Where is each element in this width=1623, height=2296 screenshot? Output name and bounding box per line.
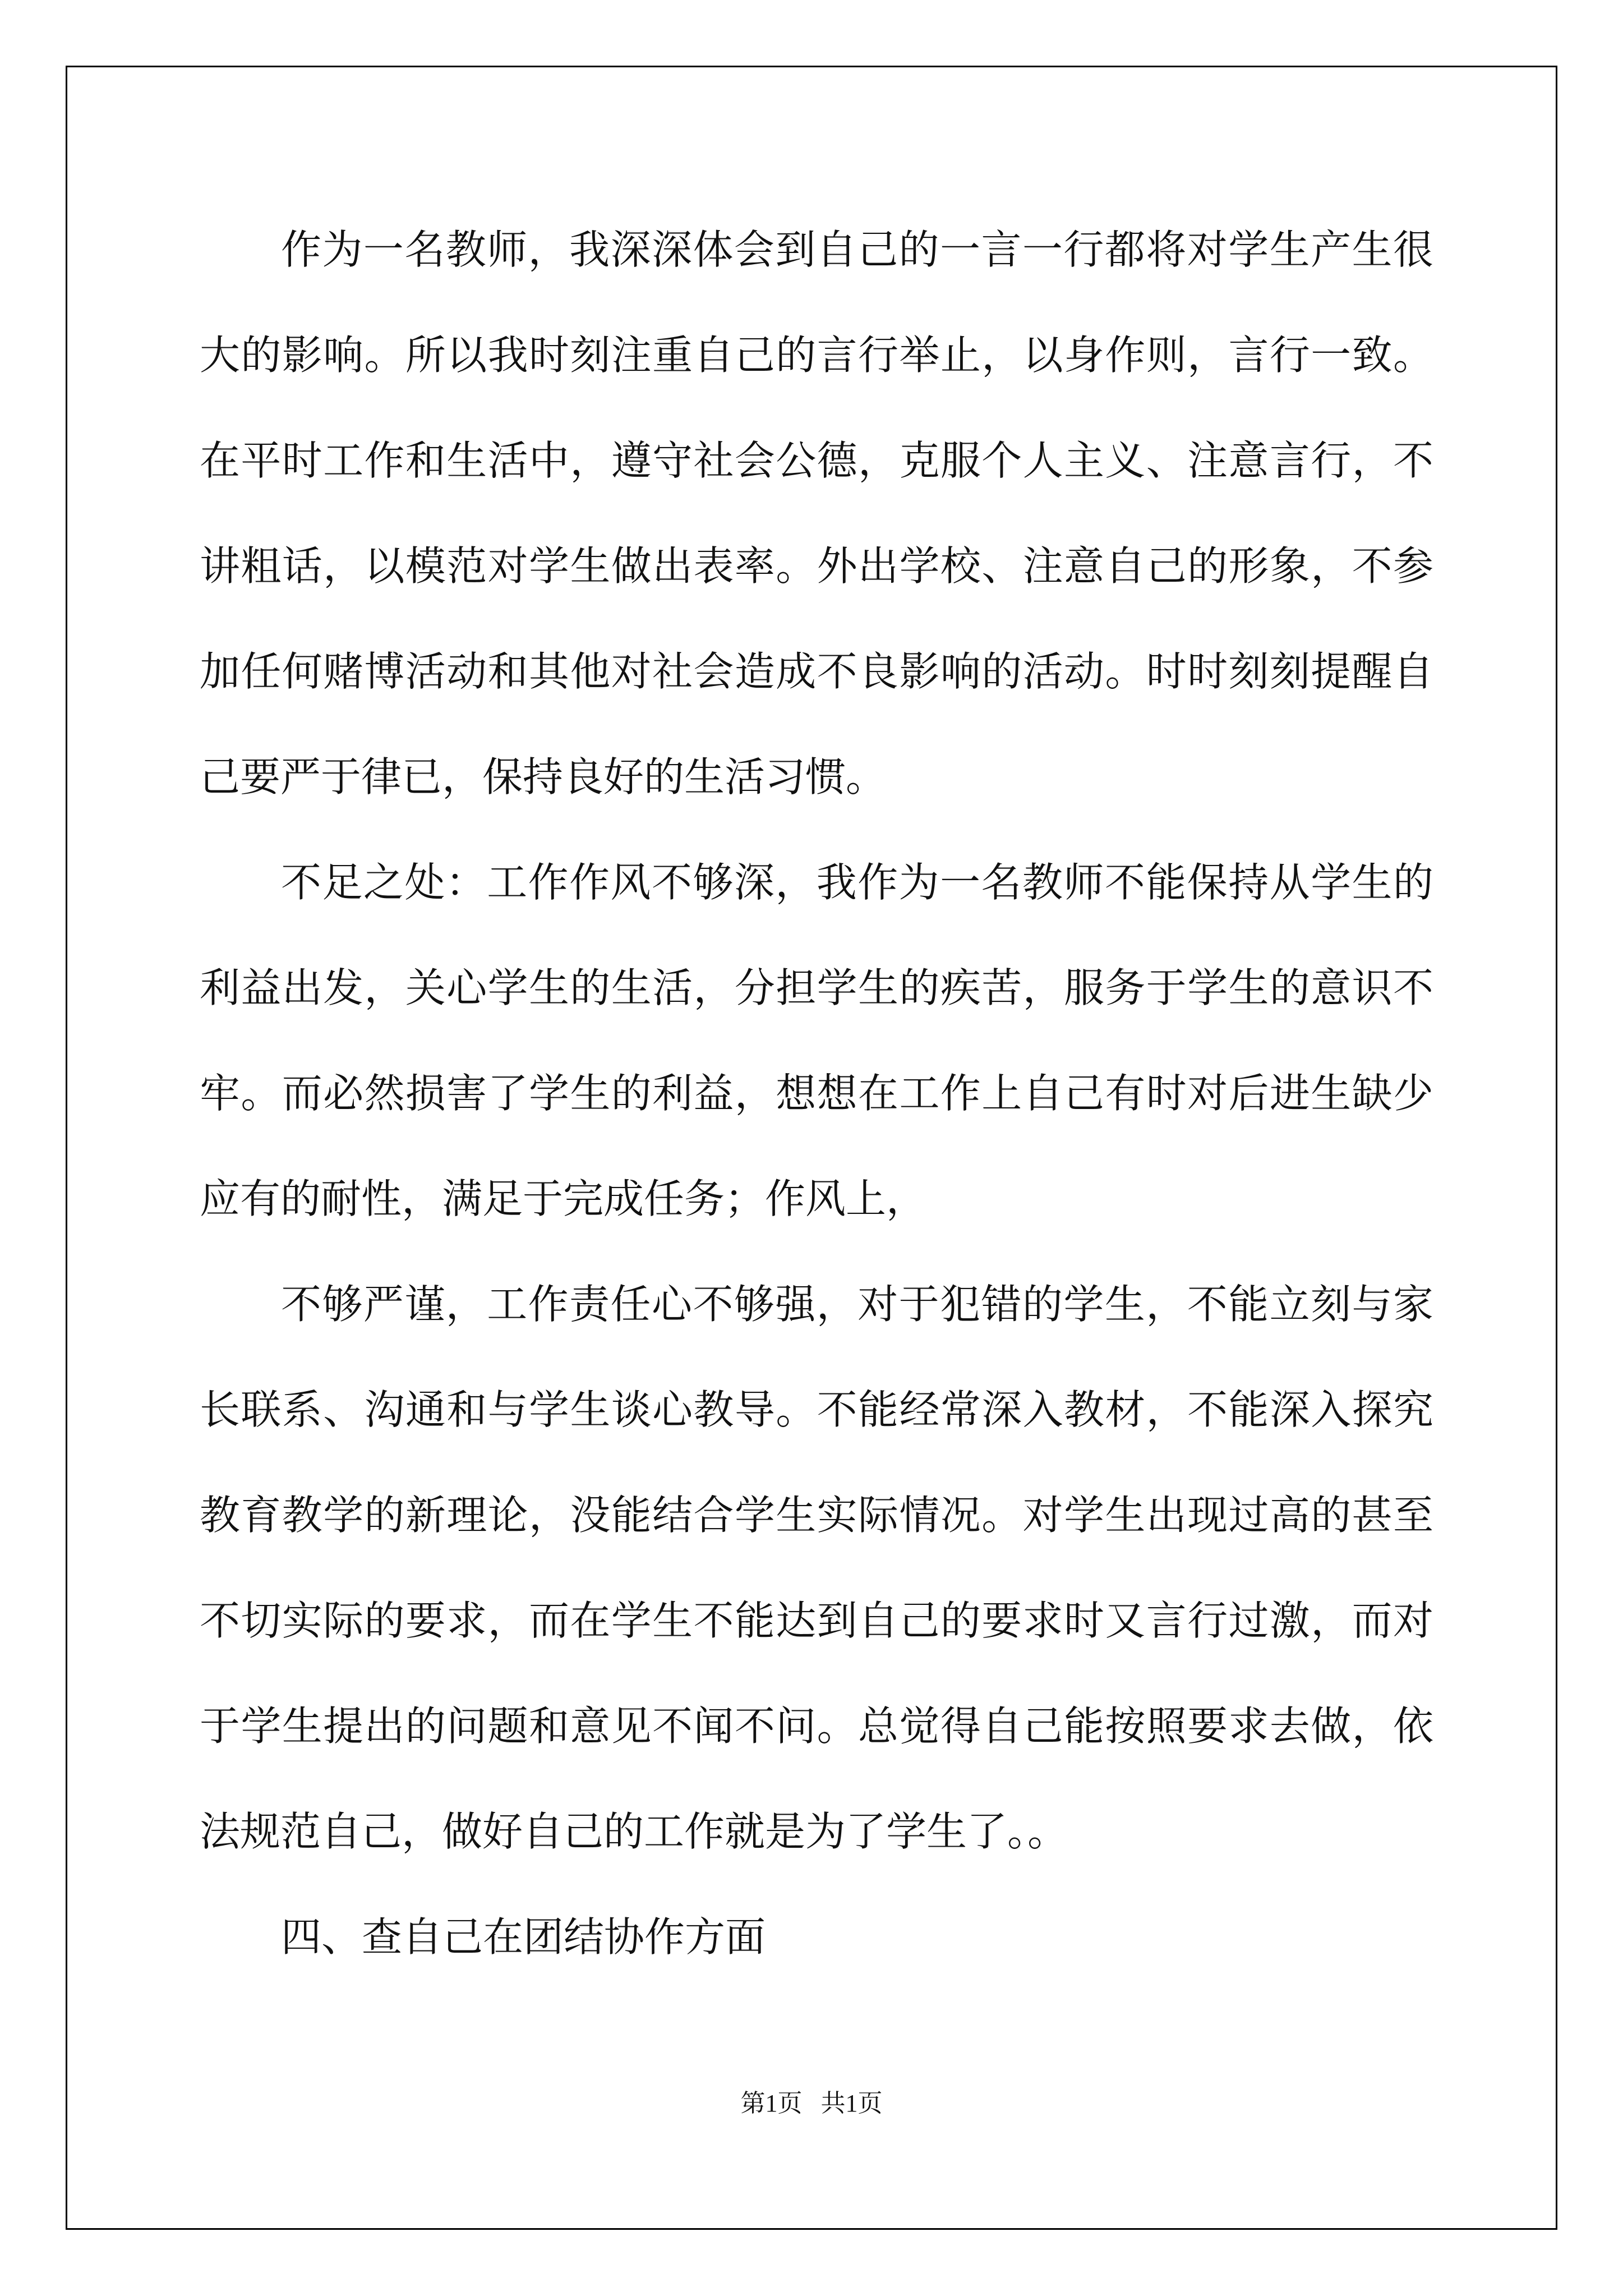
paragraph-2-line-4: 应有的耐性，满足于完成任务；作风上， [200, 1175, 927, 1222]
paragraph-3-line-5: 于学生提出的问题和意见不闻不问。总觉得自己能按照要求去做，依 [200, 1703, 1433, 1750]
paragraph-2-line-2: 利益出发，关心学生的生活，分担学生的疾苦，服务于学生的意识不 [200, 964, 1433, 1011]
paragraph-2-line-1: 不足之处：工作作风不够深，我作为一名教师不能保持从学生的 [281, 859, 1433, 906]
paragraph-1-line-1: 作为一名教师，我深深体会到自己的一言一行都将对学生产生很 [281, 226, 1433, 273]
paragraph-1-line-5: 加任何赌博活动和其他对社会造成不良影响的活动。时时刻刻提醒自 [200, 648, 1433, 695]
paragraph-1-line-3: 在平时工作和生活中，遵守社会公德，克服个人主义、注意言行，不 [200, 437, 1433, 484]
paragraph-3-line-6: 法规范自己，做好自己的工作就是为了学生了。。 [200, 1808, 1068, 1855]
paragraph-1-line-4: 讲粗话，以模范对学生做出表率。外出学校、注意自己的形象，不参 [200, 542, 1433, 590]
paragraph-1-line-6: 己要严于律已，保持良好的生活习惯。 [200, 753, 887, 800]
page-number-footer: 第1页 共1页 [740, 2090, 883, 2117]
paragraph-2-line-3: 牢。而必然损害了学生的利益，想想在工作上自己有时对后进生缺少 [200, 1070, 1433, 1117]
paragraph-3-line-2: 长联系、沟通和与学生谈心教导。不能经常深入教材，不能深入探究 [200, 1386, 1433, 1433]
section-heading: 四、查自己在团结协作方面 [281, 1913, 766, 1961]
paragraph-1-line-2: 大的影响。所以我时刻注重自己的言行举止，以身作则，言行一致。 [200, 332, 1433, 379]
paragraph-3-line-3: 教育教学的新理论，没能结合学生实际情况。对学生出现过高的甚至 [200, 1492, 1433, 1539]
paragraph-3-line-1: 不够严谨，工作责任心不够强，对于犯错的学生，不能立刻与家 [281, 1281, 1433, 1328]
paragraph-3-line-4: 不切实际的要求，而在学生不能达到自己的要求时又言行过激，而对 [200, 1597, 1433, 1644]
